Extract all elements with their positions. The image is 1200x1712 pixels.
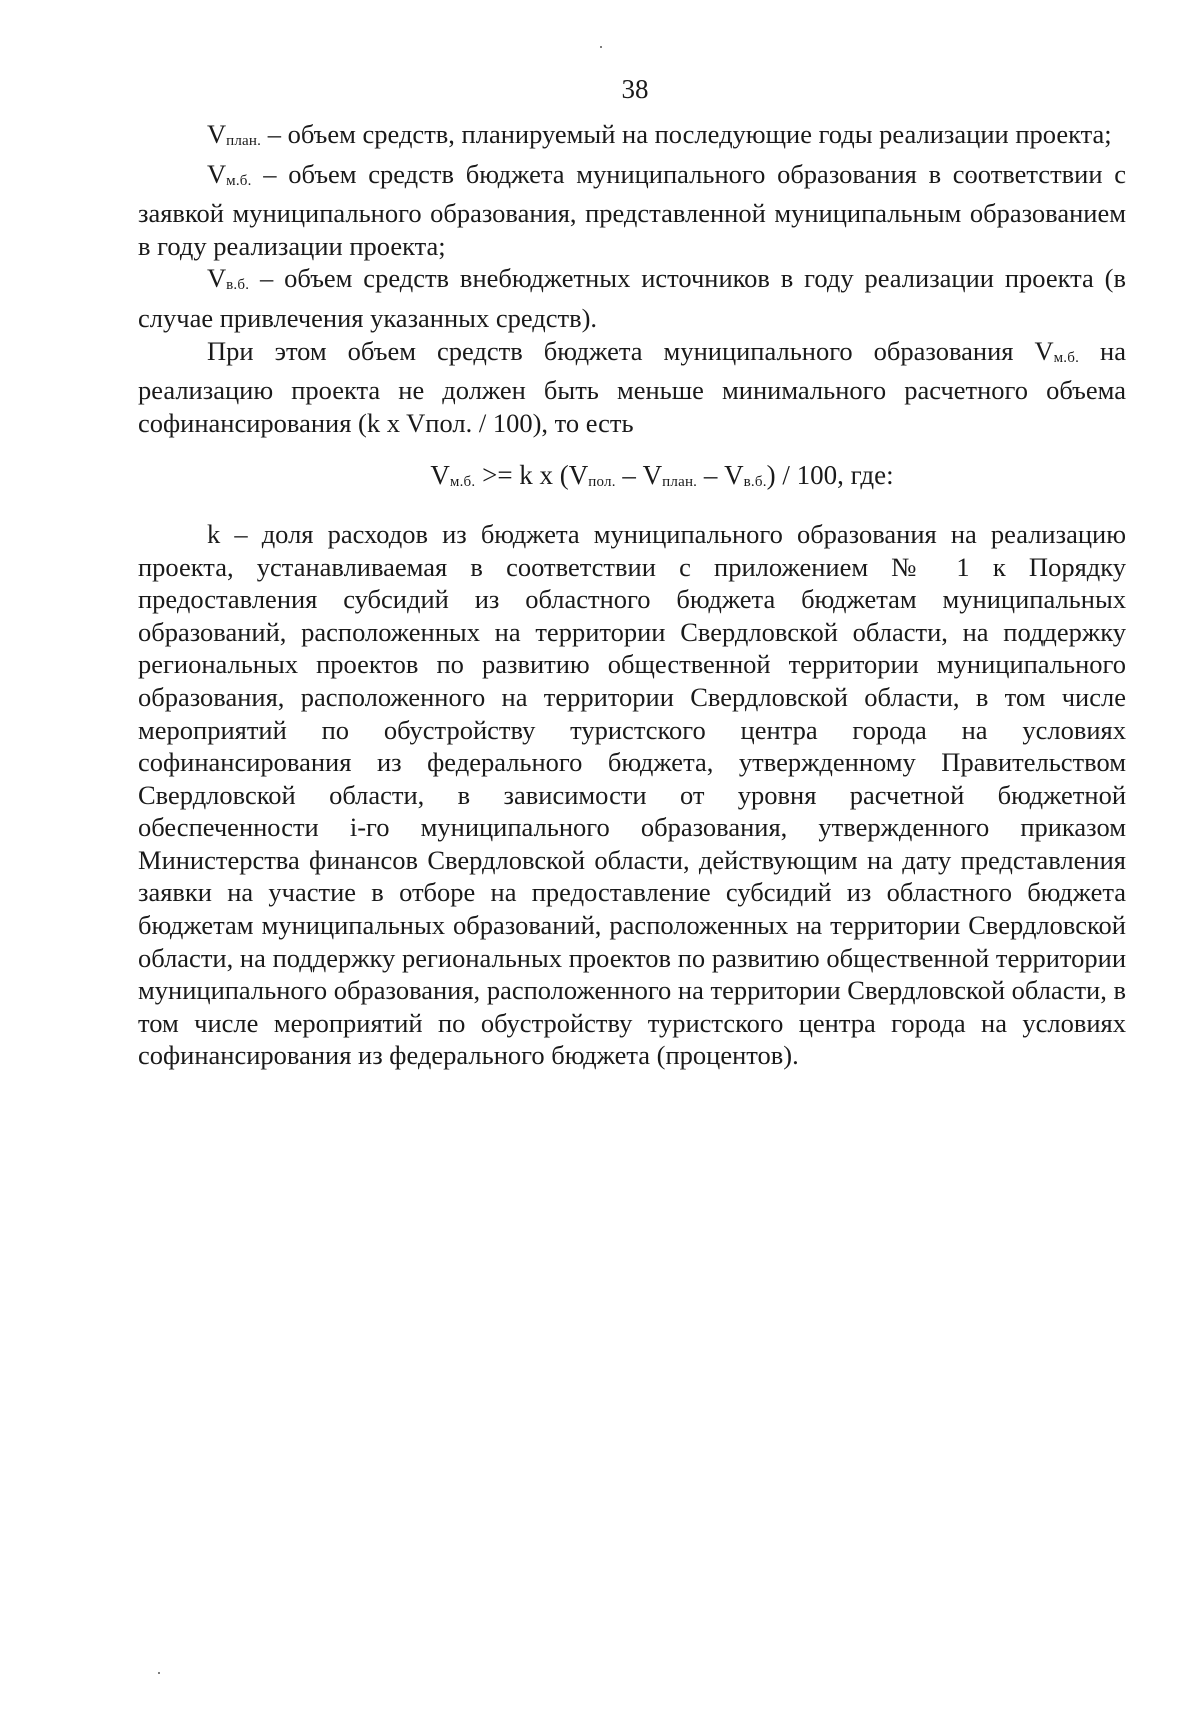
condition-text-before: При этом объем средств бюджета муниципального образования bbox=[207, 335, 1035, 366]
formula bbox=[138, 459, 1126, 499]
formula-term1-symbol: V bbox=[568, 460, 589, 491]
document-body bbox=[138, 118, 1126, 1072]
scan-artifact bbox=[158, 1672, 160, 1674]
definition-v-vb bbox=[138, 262, 1126, 334]
formula-minus: – bbox=[697, 460, 725, 491]
symbol-v: V bbox=[207, 263, 227, 294]
formula-tail: ) / 100, где: bbox=[766, 460, 894, 491]
k-definition-paragraph: k – доля расходов из бюджета муниципального образования на реализацию проекта, устанавливаемая в соответствии с приложением № 1 к Порядку предоставления субсидий из областного бюджета бюджетам муниципальных образований, расположенных на территории Свердловской области, на поддержку региональных проектов по развитию общественной территории муниципального образования, расположенного на территории Свердловской области, в том числе мероприятий по обустройству туристского центра города на условиях софинансирования из федерального бюджета, утвержденному Правительством Свердловской области, в зависимости от уровня расчетной бюджетной обеспеченности i-го муниципального образования, утвержденного приказом Министерства финансов Свердловской области, действующим на дату представления заявки на участие в отборе на предоставление субсидий из областного бюджета бюджетам муниципальных образований, расположенных на территории Свердловской области, на поддержку региональных проектов по развитию общественной территории муниципального образования, расположенного на территории Свердловской области, в том числе мероприятий по обустройству туристского центра города на условиях софинансирования из федерального бюджета (процентов). bbox=[138, 518, 1126, 1071]
condition-paragraph bbox=[138, 335, 1126, 440]
subscript-mb: м.б. bbox=[226, 172, 252, 189]
definition-v-plan bbox=[138, 118, 1126, 158]
formula-lhs-sub: м.б. bbox=[449, 474, 476, 491]
definition-text: – объем средств бюджета муниципального образования в соответствии с заявкой муниципального образования, представленной муниципальным образованием в году реализации проекта; bbox=[138, 158, 1126, 261]
symbol-v: V bbox=[207, 158, 227, 189]
definition-v-mb bbox=[138, 158, 1126, 263]
condition-text-after: на реализацию проекта не должен быть меньше минимального расчетного объема софинансирования (k x Vпол. / 100), то есть bbox=[138, 335, 1126, 438]
formula-term2-sub: план. bbox=[662, 474, 698, 491]
formula-lhs-symbol: V bbox=[430, 460, 450, 491]
page-number: 38 bbox=[621, 74, 649, 104]
definition-text: – объем средств внебюджетных источников в году реализации проекта (в случае привлечения указанных средств). bbox=[138, 263, 1126, 333]
symbol-v: V bbox=[1034, 335, 1054, 366]
subscript-plan: план. bbox=[226, 133, 262, 149]
formula-term3-sub: в.б. bbox=[743, 474, 767, 491]
scan-artifact bbox=[600, 46, 602, 48]
formula-minus: – bbox=[615, 460, 643, 491]
subscript-mb: м.б. bbox=[1053, 349, 1080, 366]
formula-term1-sub: пол. bbox=[588, 474, 616, 491]
symbol-v: V bbox=[207, 119, 227, 149]
subscript-vb: в.б. bbox=[226, 277, 250, 294]
definition-text: – объем средств, планируемый на последующие годы реализации проекта; bbox=[261, 119, 1112, 149]
formula-term2-symbol: V bbox=[642, 460, 663, 491]
formula-term3-symbol: V bbox=[724, 460, 744, 491]
formula-operator: >= k x ( bbox=[475, 460, 569, 491]
